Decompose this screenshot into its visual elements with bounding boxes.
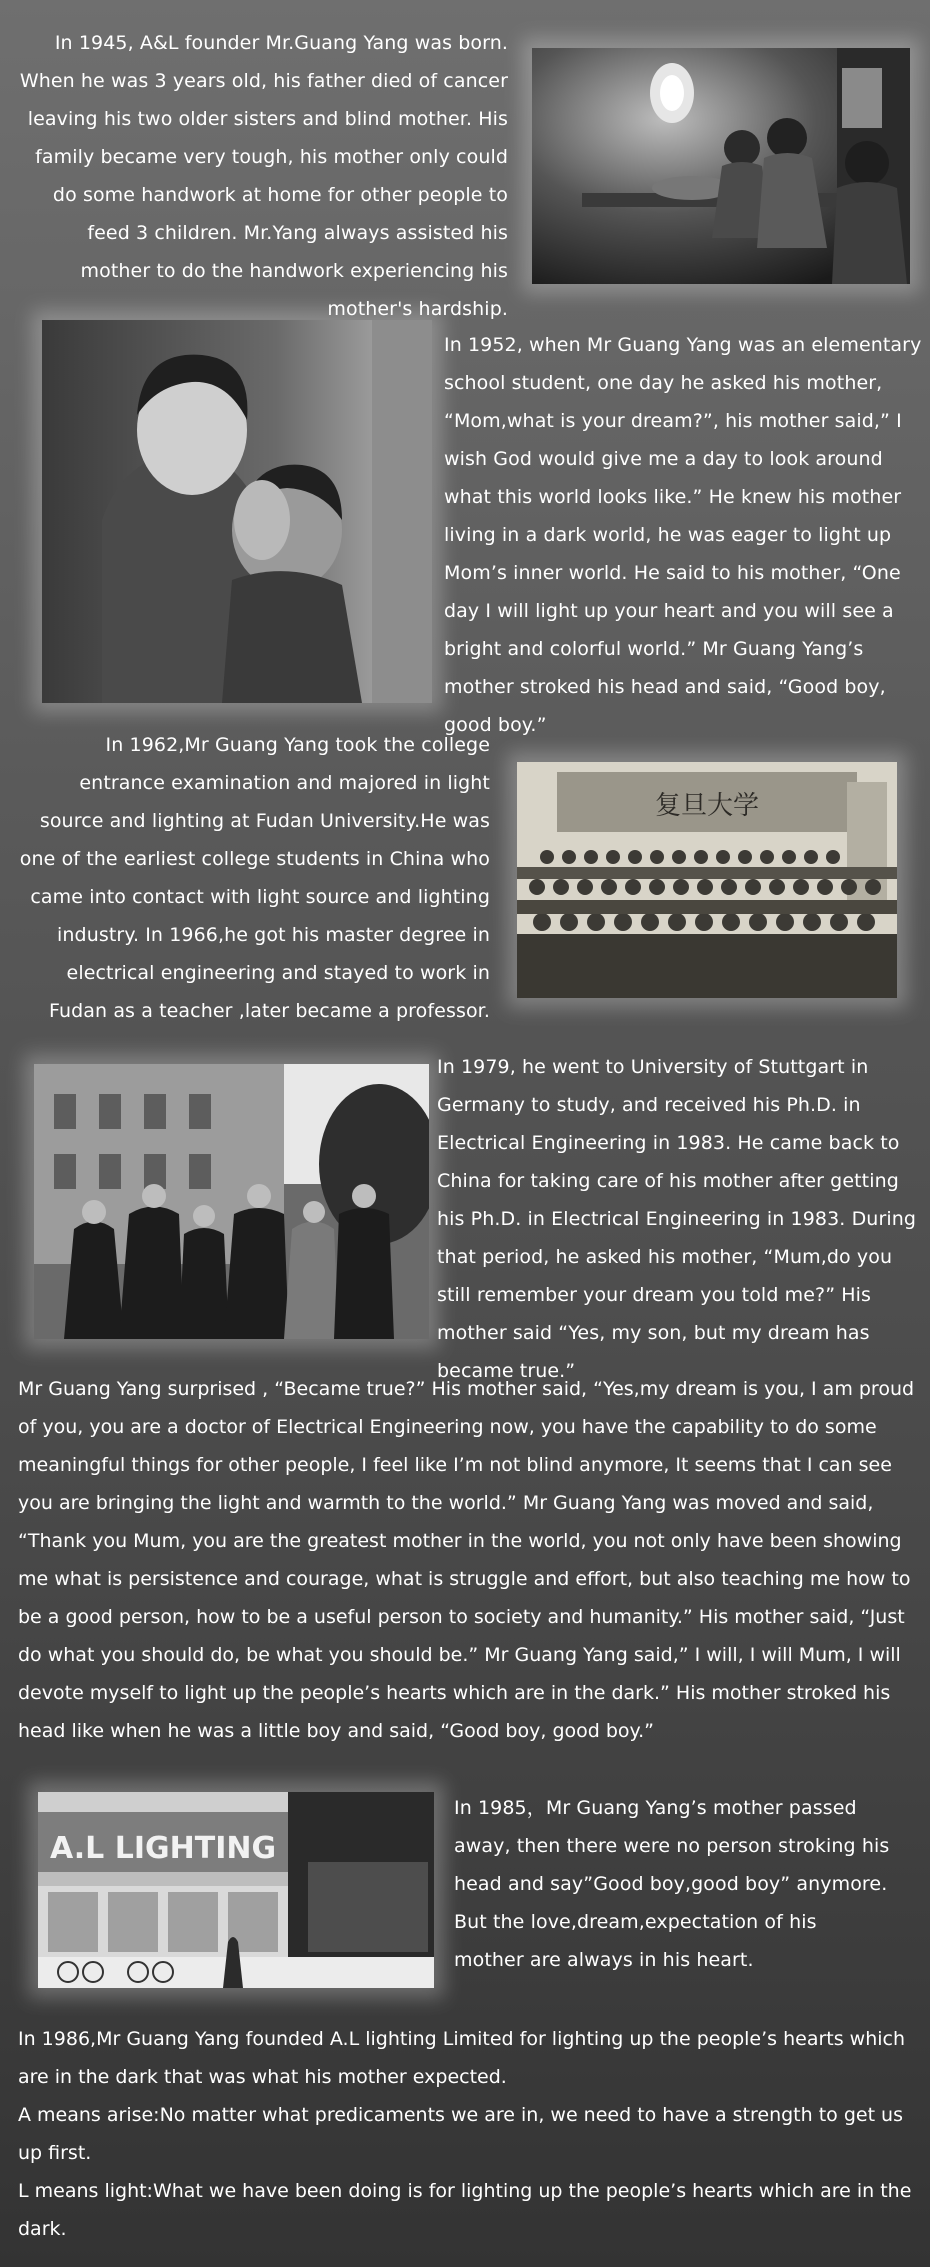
paragraph-1985-line2: But the love,dream,expectation of his mother are always in his heart. bbox=[454, 1911, 817, 1971]
paragraph-1945: In 1945, A&L founder Mr.Guang Yang was born. When he was 3 years old, his father died of cancer leaving his two older sisters and blind mother. His family became very tough, his mother only could do some handwork at home for other people to feed 3 children. Mr.Yang always assisted his mother to do the handwork experiencing his mother's hardship. bbox=[19, 32, 508, 320]
paragraph-1985-line1: In 1985，Mr Guang Yang’s mother passed away, then there were no person stroking his head and say”Good boy,good boy” anymore. bbox=[454, 1797, 890, 1895]
photo-mother-and-son bbox=[42, 320, 432, 703]
photo-stuttgart-group bbox=[34, 1064, 429, 1339]
paragraph-l-means-light: L means light:What we have been doing is for lighting up the people’s hearts which are in the dark. bbox=[18, 2180, 912, 2240]
paragraph-a-means-arise: A means arise:No matter what predicaments we are in, we need to have a strength to get us up first. bbox=[18, 2104, 904, 2164]
paragraph-1962: In 1962,Mr Guang Yang took the college entrance examination and majored in light source and lighting at Fudan University.He was one of the earliest college students in China who came into contact with light source and lighting industry. In 1966,he got his master degree in electrical engineering and stayed to work in Fudan as a teacher ,later became a professor. bbox=[19, 734, 490, 1022]
paragraph-became-true: Mr Guang Yang surprised , “Became true?” His mother said, “Yes,my dream is you, I am proud of you, you are a doctor of Electrical Engineering now, you have the capability to do some meaningful things for other people, I feel like I’m not blind anymore, It seems that I can see you are bringing the light and warmth to the world.” Mr Guang Yang was moved and said, “Thank you Mum, you are the greatest mother in the world, you not only have been showing me what is persistence and courage, what is struggle and effort, but also teaching me how to be a good person, how to be a useful person to society and humanity.” His mother said, “Just do what you should do, be what you should be.” Mr Guang Yang said,” I will, I will Mum, I will devote myself to light up the people’s hearts which are in the dark.” His mother stroked his head like when he was a little boy and said, “Good boy, good boy.” bbox=[18, 1378, 915, 1742]
paragraph-1986-founded: In 1986,Mr Guang Yang founded A.L lighting Limited for lighting up the people’s hearts which are in the dark that was what his mother expected. bbox=[18, 2028, 906, 2088]
paragraph-1979: In 1979, he went to University of Stuttgart in Germany to study, and received his Ph.D. in Electrical Engineering in 1983. He came back to China for taking care of his mother after getting his Ph.D. in Electrical Engineering in 1983. During that period, he asked his mother, “Mum,do you still remember your dream you told me?” His mother said “Yes, my son, but my dream has became true.” bbox=[437, 1056, 917, 1382]
storefront-sign: A.L LIGHTING bbox=[50, 1831, 277, 1866]
paragraph-1952: In 1952, when Mr Guang Yang was an elementary school student, one day he asked his mother, “Mom,what is your dream?”, his mother said,” I wish God would give me a day to look around what this world looks like.” He knew his mother living in a dark world, he was eager to light up Mom’s inner world. He said to his mother, “One day I will light up your heart and you will see a bright and colorful world.” Mr Guang Yang’s mother stroked his head and said, “Good boy, good boy.” bbox=[444, 334, 922, 736]
photo-family-handwork bbox=[532, 48, 910, 284]
photo-fudan-university-group bbox=[517, 762, 897, 998]
photo-al-lighting-storefront bbox=[38, 1792, 434, 1988]
university-sign: 复旦大学 bbox=[654, 791, 760, 821]
